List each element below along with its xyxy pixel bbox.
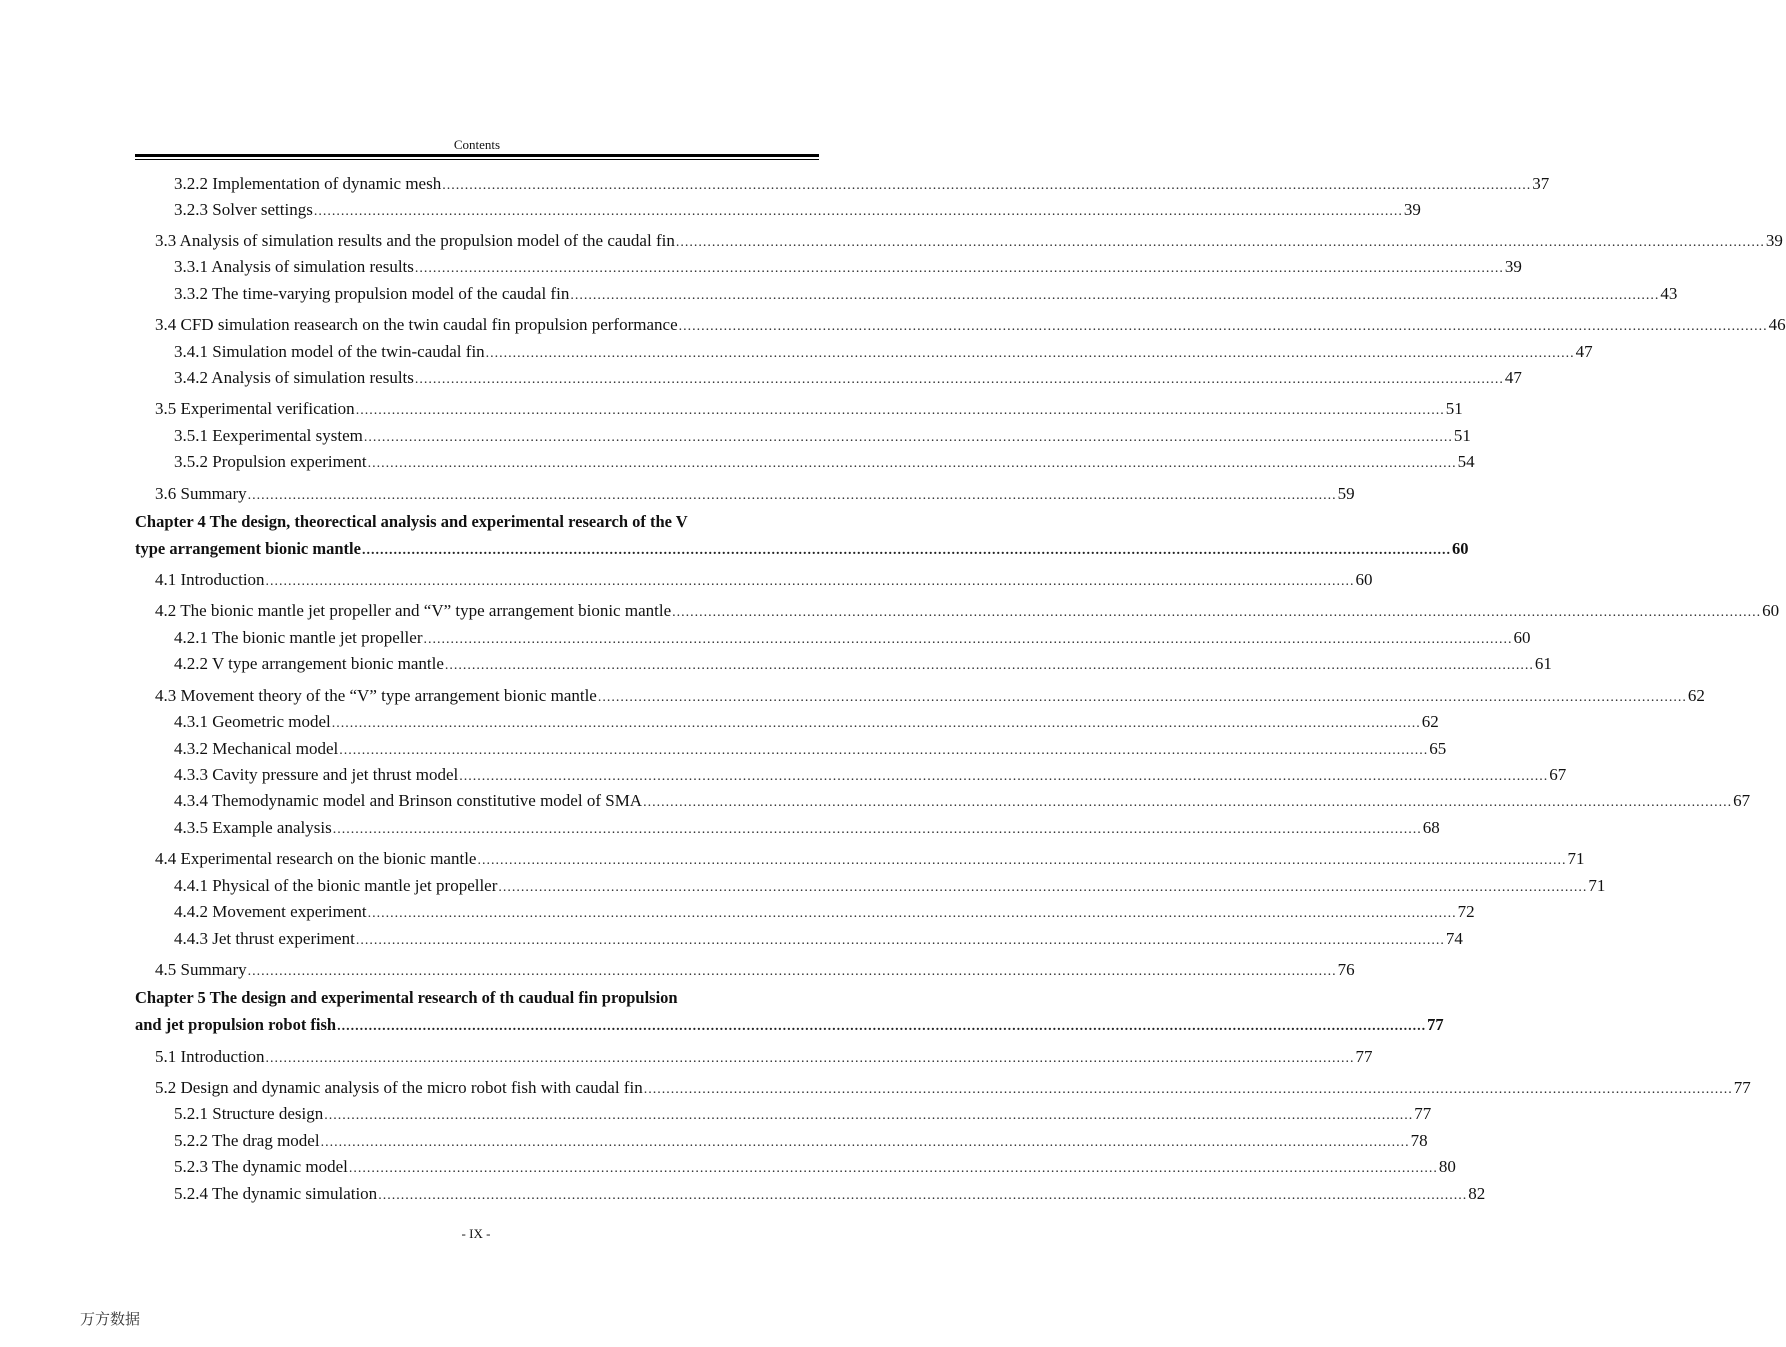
toc-leader-dots	[415, 367, 1504, 393]
toc-entry-title: 5.1 Introduction	[155, 1047, 265, 1066]
toc-entry-title: 4.2.2 V type arrangement bionic mantle	[174, 654, 444, 673]
header-rule-thick	[135, 154, 819, 157]
toc-entry[interactable]	[135, 1044, 1373, 1072]
toc-leader-dots	[362, 537, 1451, 564]
toc-leader-dots	[248, 483, 1337, 509]
toc-page-number: 65	[1429, 739, 1447, 758]
toc-entry[interactable]	[135, 171, 1550, 199]
toc-leader-dots	[321, 1130, 1410, 1156]
toc-entry-title: 4.3.2 Mechanical model	[174, 739, 339, 758]
toc-page-number: 60	[1513, 628, 1531, 647]
toc-entry-title: 5.2.4 The dynamic simulation	[174, 1184, 378, 1203]
toc-page-number: 71	[1567, 849, 1585, 868]
toc-leader-dots	[570, 283, 1659, 309]
toc-entry-title: 4.2.1 The bionic mantle jet propeller	[174, 628, 423, 647]
toc-leader-dots	[477, 848, 1566, 874]
toc-leader-dots	[314, 199, 1403, 225]
toc-entry-title: 3.5.1 Eexperimental system	[174, 426, 363, 445]
toc-page-number: 39	[1403, 200, 1421, 219]
toc-entry[interactable]	[135, 957, 1355, 985]
toc-page-number: 39	[1504, 257, 1522, 276]
toc-entry-title: 5.2.1 Structure design	[174, 1104, 324, 1123]
toc-entry-title: 4.4.3 Jet thrust experiment	[174, 929, 355, 948]
toc-leader-dots	[643, 790, 1732, 816]
toc-page-number: 59	[1337, 484, 1355, 503]
toc-entry[interactable]	[135, 899, 1475, 927]
header-rule-thin	[135, 159, 819, 160]
running-header: Contents	[453, 137, 501, 152]
toc-page-number: 68	[1422, 818, 1440, 837]
toc-entry[interactable]	[135, 449, 1475, 477]
toc-entry[interactable]	[135, 396, 1463, 424]
toc-leader-dots	[356, 928, 1445, 954]
toc-leader-dots	[498, 875, 1587, 901]
toc-page-number: 72	[1457, 902, 1475, 921]
toc-entry-title: 3.3.1 Analysis of simulation results	[174, 257, 414, 276]
toc-chapter-title-line1: Chapter 4 The design, theorectical analysis and experimental research of the V	[135, 512, 688, 531]
toc-entry-title: 3.3 Analysis of simulation results and the propulsion model of the caudal fin	[155, 231, 675, 250]
toc-entry[interactable]	[135, 365, 1522, 393]
toc-page-number: 39	[1765, 231, 1783, 250]
toc-page-number: 37	[1532, 174, 1550, 193]
toc-entry[interactable]	[135, 651, 1552, 679]
toc-leader-dots	[368, 451, 1457, 477]
toc-chapter-title-line1: Chapter 5 The design and experimental research of th caudual fin propulsion	[135, 988, 678, 1007]
toc-leader-dots	[676, 230, 1765, 256]
toc-entry[interactable]	[135, 197, 1421, 225]
toc-entry-title: 4.3.1 Geometric model	[174, 712, 331, 731]
toc-entry-title: 3.6 Summary	[155, 484, 247, 503]
toc-leader-dots	[672, 600, 1761, 626]
toc-entry[interactable]	[135, 1101, 1432, 1129]
toc-entry[interactable]	[135, 846, 1585, 874]
toc-leader-dots	[486, 341, 1575, 367]
toc-entry[interactable]	[135, 254, 1522, 282]
toc-entry-title: 4.3 Movement theory of the “V” type arrangement bionic mantle	[155, 686, 597, 705]
toc-entry-title: 3.2.3 Solver settings	[174, 200, 313, 219]
toc-entry[interactable]	[135, 926, 1463, 954]
toc-page-number: 76	[1337, 960, 1355, 979]
toc-page-number: 51	[1453, 426, 1471, 445]
toc-entry-title: 3.2.2 Implementation of dynamic mesh	[174, 174, 442, 193]
toc-entry-title: 4.4.2 Movement experiment	[174, 902, 367, 921]
toc-chapter-entry[interactable]	[135, 508, 1469, 564]
toc-page-number: 60	[1451, 539, 1469, 558]
toc-leader-dots	[598, 685, 1687, 711]
toc-entry[interactable]	[135, 762, 1567, 790]
toc-entry[interactable]	[135, 228, 1783, 256]
toc-chapter-entry[interactable]	[135, 984, 1444, 1040]
toc-leader-dots	[337, 1013, 1426, 1040]
toc-page-number: 80	[1438, 1157, 1456, 1176]
toc-entry[interactable]	[135, 788, 1751, 816]
toc-leader-dots	[364, 425, 1453, 451]
toc-entry[interactable]	[135, 1181, 1486, 1209]
toc-page-number: 67	[1549, 765, 1567, 784]
toc-entry-title: 5.2.2 The drag model	[174, 1131, 320, 1150]
toc-entry-title: 4.4.1 Physical of the bionic mantle jet propeller	[174, 876, 498, 895]
toc-page-number: 67	[1733, 791, 1751, 810]
toc-entry-title: 4.4 Experimental research on the bionic mantle	[155, 849, 477, 868]
toc-page-number: 77	[1427, 1015, 1444, 1034]
toc-page-number: 82	[1468, 1184, 1486, 1203]
toc-leader-dots	[378, 1183, 1467, 1209]
toc-leader-dots	[423, 627, 1512, 653]
toc-leader-dots	[349, 1156, 1438, 1182]
toc-entry[interactable]	[135, 312, 1786, 340]
toc-page-number: 47	[1504, 368, 1522, 387]
toc-entry-title: 4.3.3 Cavity pressure and jet thrust model	[174, 765, 459, 784]
toc-page-number: 51	[1445, 399, 1463, 418]
toc-entry-title: 4.1 Introduction	[155, 570, 265, 589]
toc-page-number: 61	[1534, 654, 1552, 673]
toc-leader-dots	[415, 256, 1504, 282]
toc-entry[interactable]	[135, 683, 1705, 711]
toc-leader-dots	[459, 764, 1548, 790]
toc-page-number: 77	[1355, 1047, 1373, 1066]
toc-entry[interactable]	[135, 423, 1471, 451]
toc-entry[interactable]	[135, 598, 1780, 626]
toc-entry[interactable]	[135, 567, 1373, 595]
toc-entry-title: 4.2 The bionic mantle jet propeller and “V” type arrangement bionic mantle	[155, 601, 672, 620]
toc-entry-title: 3.5 Experimental verification	[155, 399, 355, 418]
toc-page-number: 60	[1355, 570, 1373, 589]
toc-entry[interactable]	[135, 1154, 1456, 1182]
toc-page-number: 60	[1762, 601, 1780, 620]
toc-entry-title: 4.3.5 Example analysis	[174, 818, 332, 837]
toc-entry[interactable]	[135, 736, 1447, 764]
toc-page-number: 47	[1575, 342, 1593, 361]
toc-page-number: 77	[1414, 1104, 1432, 1123]
toc-entry-title: 5.2 Design and dynamic analysis of the micro robot fish with caudal fin	[155, 1078, 643, 1097]
toc-entry-title: type arrangement bionic mantle	[135, 539, 361, 558]
toc-entry[interactable]	[135, 481, 1355, 509]
page-number: - IX -	[461, 1226, 491, 1241]
toc-leader-dots	[356, 398, 1445, 424]
toc-entry[interactable]	[135, 709, 1439, 737]
toc-entry-title: 3.3.2 The time-varying propulsion model of the caudal fin	[174, 284, 570, 303]
toc-entry[interactable]	[135, 625, 1531, 653]
toc-entry-title: 3.4.2 Analysis of simulation results	[174, 368, 414, 387]
toc-leader-dots	[332, 711, 1421, 737]
toc-page-number: 46	[1768, 315, 1786, 334]
toc-leader-dots	[445, 653, 1534, 679]
toc-entry[interactable]	[135, 281, 1678, 309]
toc-entry-title: 4.5 Summary	[155, 960, 247, 979]
toc-entry-title: 3.4 CFD simulation reasearch on the twin caudal fin propulsion performance	[155, 315, 678, 334]
toc-leader-dots	[266, 1046, 1355, 1072]
watermark-text: 万方数据	[80, 1310, 141, 1328]
toc-leader-dots	[679, 314, 1768, 340]
toc-entry-title: 3.4.1 Simulation model of the twin-caudal fin	[174, 342, 485, 361]
toc-leader-dots	[339, 738, 1428, 764]
toc-leader-dots	[266, 569, 1355, 595]
toc-page-number: 43	[1660, 284, 1678, 303]
toc-leader-dots	[442, 173, 1531, 199]
toc-entry-title: 3.5.2 Propulsion experiment	[174, 452, 367, 471]
toc-entry[interactable]	[135, 1075, 1751, 1103]
toc-leader-dots	[324, 1103, 1413, 1129]
toc-leader-dots	[368, 901, 1457, 927]
toc-page-number: 74	[1445, 929, 1463, 948]
toc-leader-dots	[248, 959, 1337, 985]
toc-page-number: 78	[1410, 1131, 1428, 1150]
toc-page-number: 62	[1687, 686, 1705, 705]
toc-entry-title: 5.2.3 The dynamic model	[174, 1157, 348, 1176]
toc-page-number: 71	[1588, 876, 1606, 895]
toc-page-number: 62	[1421, 712, 1439, 731]
toc-entry-title: and jet propulsion robot fish	[135, 1015, 337, 1034]
toc-entry[interactable]	[135, 1128, 1428, 1156]
toc-entry[interactable]	[135, 873, 1606, 901]
toc-page-number: 54	[1457, 452, 1475, 471]
toc-leader-dots	[644, 1077, 1733, 1103]
toc-leader-dots	[333, 817, 1422, 843]
toc-entry-title: 4.3.4 Themodynamic model and Brinson constitutive model of SMA	[174, 791, 643, 810]
toc-entry[interactable]	[135, 815, 1440, 843]
toc-entry[interactable]	[135, 339, 1593, 367]
toc-page-number: 77	[1733, 1078, 1751, 1097]
